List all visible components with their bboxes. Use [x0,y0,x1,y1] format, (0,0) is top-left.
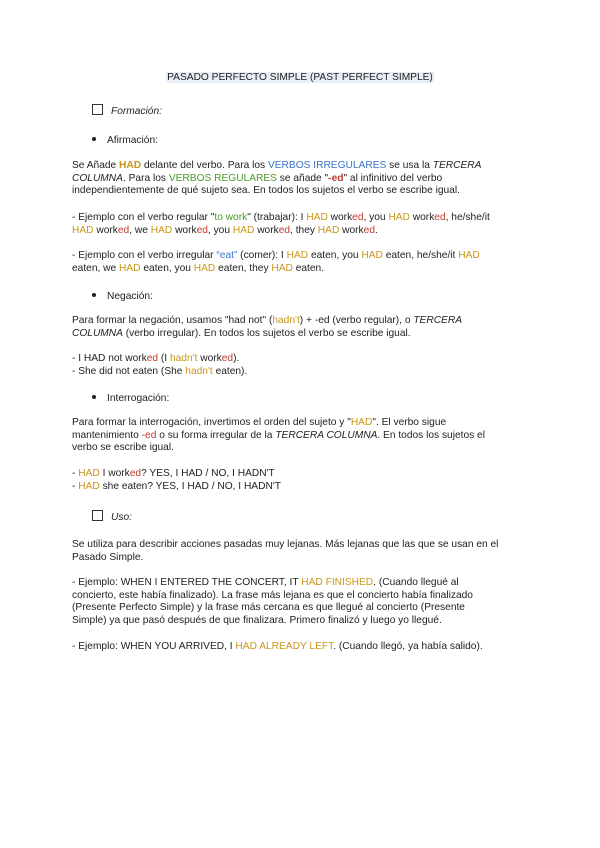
section-interrogacion-heading: Interrogación: [92,393,169,406]
bullet-icon [92,293,96,297]
afirmacion-example-irregular: - Ejemplo con el verbo irregular “eat” (comer): I HAD eaten, you HAD eaten, he/she/it HAD eaten, we HAD eaten, you HAD eaten, they HAD eaten. [72,250,480,274]
afirmacion-example-regular: - Ejemplo con el verbo regular "to work" (trabajar): I HAD worked, you HAD worked, he/she/it HAD worked, we HAD worked, you HAD worked, they HAD worked. [72,212,490,236]
section-negacion-heading: Negación: [92,291,153,304]
bullet-icon [92,137,96,141]
afirmacion-paragraph: Se Añade HAD delante del verbo. Para los VERBOS IRREGULARES se usa la TERCERA COLUMNA. Para los VERBOS REGULARES se añade "-ed" al infinitivo del verbo independientemente de qué sujeto sea. En todos los sujetos el verbo se escribe igual. [72,160,482,197]
checkbox-icon [92,104,103,115]
uso-example-arrived: - Ejemplo: WHEN YOU ARRIVED, I HAD ALREADY LEFT. (Cuando llegó, ya había salido). [72,641,483,652]
uso-paragraph: Se utiliza para describir acciones pasadas muy lejanas. Más lejanas que las que se usan en el Pasado Simple. [72,539,499,563]
negacion-paragraph: Para formar la negación, usamos "had not" (hadn't) + -ed (verbo regular), o TERCERA COLUMNA (verbo irregular). En todos los sujetos el verbo se escribe igual. [72,315,463,339]
bullet-icon [92,395,96,399]
uso-example-concert: - Ejemplo: WHEN I ENTERED THE CONCERT, IT HAD FINISHED. (Cuando llegué al concierto, este había finalizado). La frase más lejana es que el concierto había finalizado (Presente Perfecto Simple) y la frase más cercana es que llegué al concierto (Presente Simple) ya que pasó después de que finalizara. Primero finalizó y luego yo llegué. [72,577,473,626]
negacion-examples: - I HAD not worked (I hadn't worked). - She did not eaten (She hadn't eaten). [72,353,248,377]
section-uso-heading: Uso: [92,510,132,525]
interrogacion-paragraph: Para formar la interrogación, invertimos el orden del sujeto y "HAD". El verbo sigue mantenimiento -ed o su forma irregular de la TERCERA COLUMNA. En todos los sujetos el verbo se escribe igual. [72,417,485,454]
checkbox-icon [92,510,103,521]
section-afirmacion-heading: Afirmación: [92,135,158,148]
interrogacion-examples: - HAD I worked? YES, I HAD / NO, I HADN'T - HAD she eaten? YES, I HAD / NO, I HADN'T [72,468,281,492]
section-formacion-heading: Formación: [92,104,162,119]
page-title: PASADO PERFECTO SIMPLE (PAST PERFECT SIMPLE) [167,72,433,83]
